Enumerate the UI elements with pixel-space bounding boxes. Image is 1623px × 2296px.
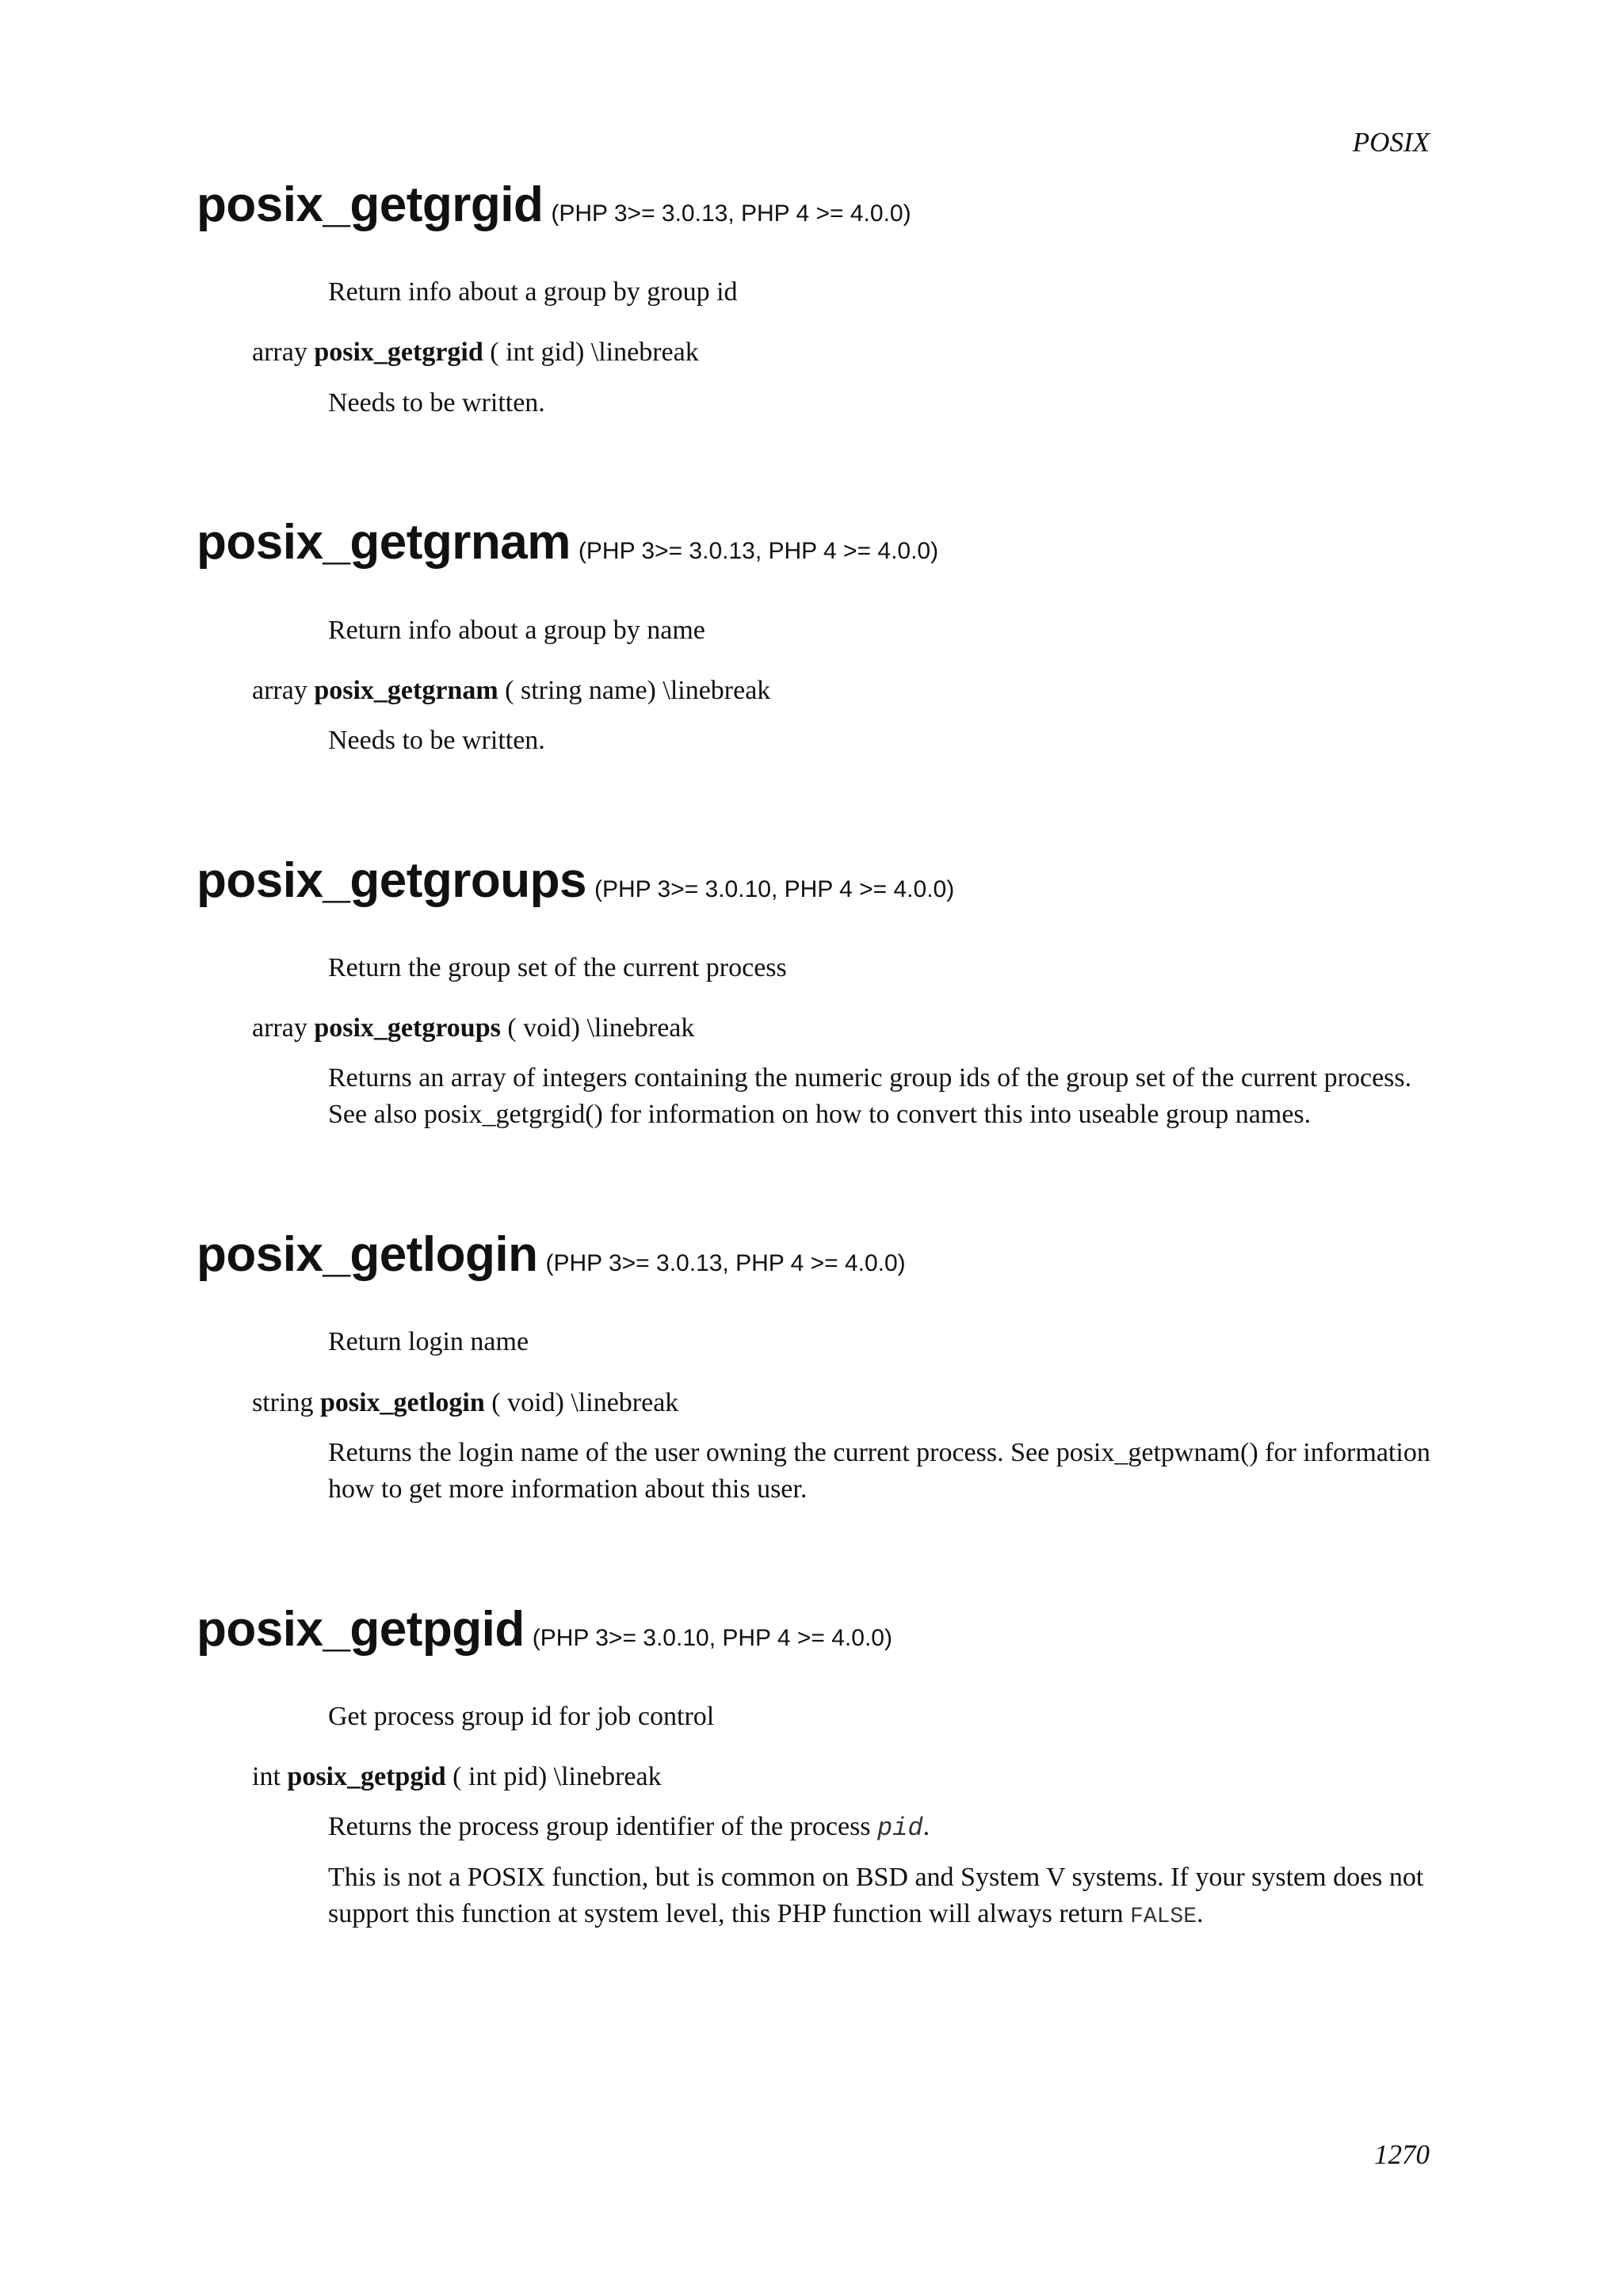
function-name: posix_getpgid	[197, 1601, 525, 1657]
function-name: posix_getgrnam	[197, 515, 571, 570]
return-type: array	[252, 675, 307, 705]
function-description	[328, 1809, 1438, 1845]
function-description: Needs to be written.	[328, 726, 545, 756]
function-name: posix_getgrgid	[197, 177, 544, 232]
function-description	[328, 1859, 1438, 1932]
function-entry	[197, 1228, 1433, 1507]
function-name: posix_getlogin	[197, 1227, 538, 1283]
function-heading	[197, 178, 1433, 232]
synopsis-args: ( void) \linebreak	[507, 1013, 695, 1043]
return-type: int	[252, 1761, 281, 1791]
function-entry	[197, 854, 1433, 1133]
synopsis-function-name: posix_getgroups	[314, 1013, 501, 1043]
function-purpose: Return login name	[328, 1327, 529, 1357]
function-heading	[197, 516, 1433, 570]
synopsis-function-name: posix_getpgid	[287, 1761, 446, 1791]
page-number: 1270	[1374, 2139, 1430, 2170]
function-entries	[197, 178, 1433, 2027]
function-heading	[197, 1228, 1433, 1282]
version-info: (PHP 3>= 3.0.13, PHP 4 >= 4.0.0)	[545, 1250, 906, 1277]
return-type: array	[252, 1013, 307, 1043]
running-header: POSIX	[1352, 127, 1430, 158]
parameter-code: pid	[877, 1814, 923, 1844]
constant-code: FALSE	[1130, 1905, 1197, 1930]
synopsis-args: ( string name) \linebreak	[505, 675, 771, 705]
return-type: array	[252, 338, 307, 368]
version-info: (PHP 3>= 3.0.10, PHP 4 >= 4.0.0)	[532, 1624, 892, 1651]
version-info: (PHP 3>= 3.0.10, PHP 4 >= 4.0.0)	[594, 875, 955, 902]
description-text: Returns the process group identifier of the process	[328, 1812, 878, 1842]
synopsis-args: ( int gid) \linebreak	[490, 338, 699, 368]
function-heading	[197, 1603, 1433, 1657]
function-synopsis	[252, 1760, 1433, 1794]
function-purpose: Return the group set of the current process	[328, 953, 787, 983]
function-entry	[197, 178, 1433, 421]
function-purpose: Return info about a group by name	[328, 615, 705, 645]
function-description: Returns the login name of the user owning the current process. See posix_getpwnam() for information how to get more information about this user.	[328, 1437, 1430, 1504]
function-description: Needs to be written.	[328, 387, 545, 418]
function-purpose: Return info about a group by group id	[328, 277, 738, 307]
function-synopsis	[252, 1386, 1433, 1421]
version-info: (PHP 3>= 3.0.13, PHP 4 >= 4.0.0)	[578, 538, 939, 565]
function-synopsis	[252, 1011, 1433, 1046]
function-synopsis	[252, 673, 1433, 708]
return-type: string	[252, 1387, 314, 1417]
function-synopsis	[252, 335, 1433, 370]
version-info: (PHP 3>= 3.0.13, PHP 4 >= 4.0.0)	[551, 200, 911, 227]
function-description: Returns an array of integers containing the numeric group ids of the group set of the current process. See also posix_getgrgid() for information on how to convert this into useable group names.	[328, 1063, 1412, 1130]
function-name: posix_getgroups	[197, 852, 587, 908]
description-text: This is not a POSIX function, but is common on BSD and System V systems. If your system does not support this function at system level, this PHP function will always return	[328, 1863, 1424, 1929]
description-text: .	[922, 1812, 930, 1842]
function-entry	[197, 1603, 1433, 1933]
synopsis-function-name: posix_getgrnam	[314, 675, 498, 705]
synopsis-args: ( void) \linebreak	[491, 1387, 679, 1417]
function-entry	[197, 516, 1433, 758]
synopsis-function-name: posix_getgrgid	[314, 338, 483, 368]
function-heading	[197, 854, 1433, 908]
function-purpose: Get process group id for job control	[328, 1701, 715, 1731]
description-text: .	[1197, 1899, 1204, 1929]
synopsis-function-name: posix_getlogin	[319, 1387, 485, 1417]
synopsis-args: ( int pid) \linebreak	[453, 1761, 662, 1791]
